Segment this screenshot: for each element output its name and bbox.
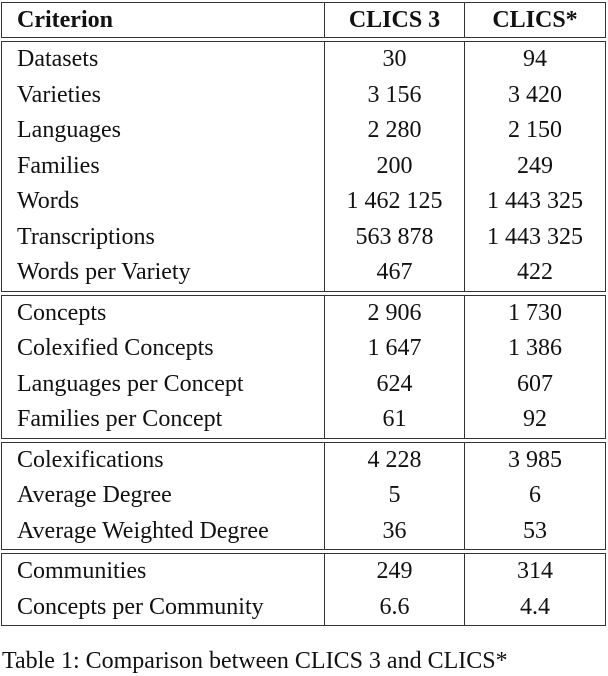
clics3-cell: 467 xyxy=(325,255,465,291)
clics-star-cell: 314 xyxy=(517,558,553,584)
table-row xyxy=(2,443,605,479)
clics-star-cell: 92 xyxy=(523,406,547,432)
criterion-cell: Communities xyxy=(2,554,325,590)
table-row xyxy=(2,220,605,256)
table-row xyxy=(2,255,605,291)
criterion-cell: Transcriptions xyxy=(2,220,325,256)
criterion-cell: Words xyxy=(2,184,325,220)
clics-star-cell: 6 xyxy=(529,482,541,508)
clics-star-cell: 1 386 xyxy=(508,335,562,361)
table-row xyxy=(2,331,605,367)
criterion-cell: Colexifications xyxy=(2,443,325,479)
criterion-cell: Varieties xyxy=(2,78,325,114)
criterion-cell: Families per Concept xyxy=(2,402,325,438)
header-row xyxy=(2,3,605,37)
table-row xyxy=(2,78,605,114)
table-header xyxy=(1,2,606,38)
criterion-cell: Average Weighted Degree xyxy=(2,514,325,550)
table-row xyxy=(2,590,605,626)
table-row xyxy=(2,514,605,550)
table-row xyxy=(2,113,605,149)
criterion-cell: Languages xyxy=(2,113,325,149)
criterion-cell: Words per Variety xyxy=(2,255,325,291)
criterion-cell: Concepts xyxy=(2,296,325,332)
clics3-cell: 3 156 xyxy=(325,78,465,114)
table-row xyxy=(2,184,605,220)
clics-star-cell: 3 420 xyxy=(508,81,562,108)
group-communities xyxy=(1,553,606,626)
clics3-cell: 36 xyxy=(325,514,465,550)
clics3-cell: 200 xyxy=(325,149,465,185)
table-row xyxy=(2,367,605,403)
criterion-cell: Datasets xyxy=(2,42,325,78)
comparison-table xyxy=(1,2,606,626)
group-data-sources xyxy=(1,41,606,292)
clics-star-cell: 1 443 325 xyxy=(487,188,583,214)
clics3-cell: 5 xyxy=(325,478,465,514)
clics3-cell: 61 xyxy=(325,402,465,438)
group-colexifications xyxy=(1,442,606,551)
clics3-cell: 249 xyxy=(325,554,465,590)
clics3-cell: 1 647 xyxy=(325,331,465,367)
clics-star-cell: 53 xyxy=(523,517,547,544)
clics3-cell: 2 906 xyxy=(325,296,465,332)
clics-star-cell: 94 xyxy=(523,46,547,72)
clics-star-cell: 1 730 xyxy=(508,299,562,326)
criterion-cell: Colexified Concepts xyxy=(2,331,325,367)
clics-star-cell: 4.4 xyxy=(520,593,550,620)
criterion-cell: Concepts per Community xyxy=(2,590,325,626)
criterion-cell: Languages per Concept xyxy=(2,367,325,403)
clics-star-cell: 249 xyxy=(517,152,553,179)
clics-star-cell: 422 xyxy=(517,259,553,285)
group-concepts xyxy=(1,295,606,439)
table-row xyxy=(2,478,605,514)
clics3-cell: 4 228 xyxy=(325,443,465,479)
clics3-cell: 6.6 xyxy=(325,590,465,626)
header-clics3: CLICS 3 xyxy=(325,3,465,37)
table-row xyxy=(2,42,605,78)
clics3-cell: 563 878 xyxy=(325,220,465,256)
clics-star-cell: 3 985 xyxy=(508,446,562,473)
clics-star-cell: 1 443 325 xyxy=(487,223,583,250)
table-row xyxy=(2,149,605,185)
header-clics-star: CLICS* xyxy=(492,7,578,33)
clics-star-cell: 607 xyxy=(517,370,553,397)
clics3-cell: 1 462 125 xyxy=(325,184,465,220)
header-criterion: Criterion xyxy=(2,3,325,37)
clics3-cell: 2 280 xyxy=(325,113,465,149)
table-row xyxy=(2,296,605,332)
clics-star-cell: 2 150 xyxy=(508,117,562,143)
table-row xyxy=(2,554,605,590)
table-row xyxy=(2,402,605,438)
clics3-cell: 624 xyxy=(325,367,465,403)
clics3-cell: 30 xyxy=(325,42,465,78)
table-caption: Table 1: Comparison between CLICS 3 and CLICS* xyxy=(2,648,508,674)
criterion-cell: Families xyxy=(2,149,325,185)
criterion-cell: Average Degree xyxy=(2,478,325,514)
